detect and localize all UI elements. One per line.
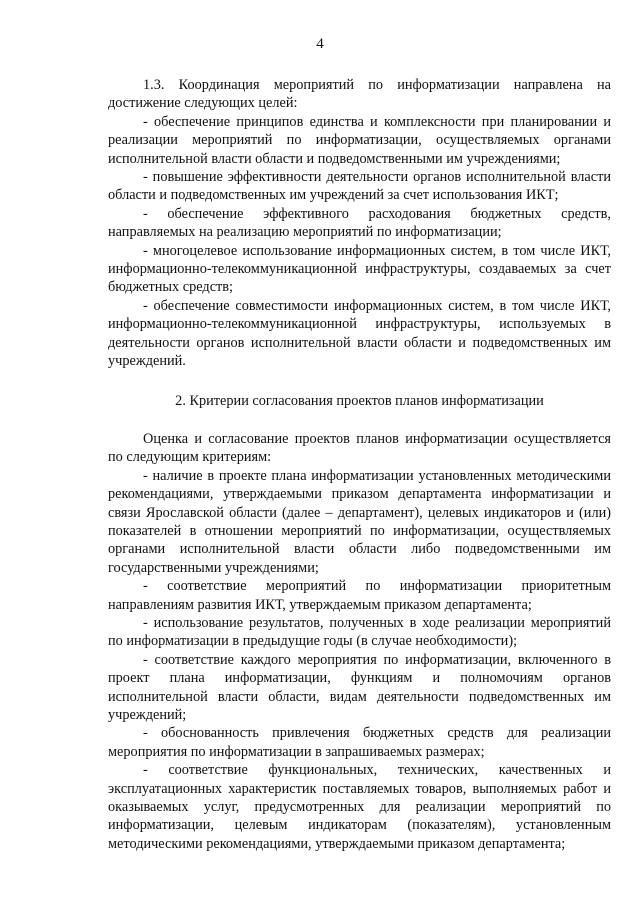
section2-item: - соответствие каждого мероприятия по информатизации, включенного в проект плана информатизации, функциям и полномочиям органов исполнительной власти области, видам деятельности подведомственных им учреждений; [108, 651, 611, 723]
section1-item: - обеспечение совместимости информационных систем, в том числе ИКТ, информационно-телекоммуникационной инфраструктуры, используемых в деятельности органов исполнительной власти области и подведомственных им учреждений. [108, 297, 611, 370]
section1-item: - многоцелевое использование информационных систем, в том числе ИКТ, информационно-телекоммуникационной инфраструктуры, создаваемых за счет бюджетных средств; [108, 242, 611, 296]
section2-heading: 2. Критерии согласования проектов планов информатизации [175, 392, 544, 409]
section1-item: - обеспечение эффективного расходования бюджетных средств, направляемых на реализацию мероприятий по информатизации; [108, 205, 611, 241]
section1-item: - повышение эффективности деятельности органов исполнительной власти области и подведомственных им учреждений за счет использования ИКТ; [108, 169, 611, 204]
page-number: 4 [316, 36, 324, 52]
section2-item: - обоснованность привлечения бюджетных средств для реализации мероприятия по информатизации в запрашиваемых размерах; [108, 725, 611, 760]
document-body [108, 76, 611, 853]
section2-item: - наличие в проекте плана информатизации установленных методическими рекомендациями, утверждаемыми приказом департамента информатизации и связи Ярославской области (далее – департамент), целевых индикаторов и (или) показателей в отношении мероприятий по информатизации, осуществляемых органами исполнительной власти области либо подведомственными им государственными учреждениями; [108, 467, 611, 576]
section2-item: - соответствие функциональных, технических, качественных и эксплуатационных характеристик поставляемых товаров, выполняемых работ и оказываемых услуг, предусмотренных для реализации мероприятий по информатизации, целевым индикаторам (показателям), установленным методическими рекомендациями, утверждаемыми приказом департамента; [108, 762, 611, 852]
section2-intro: Оценка и согласование проектов планов информатизации осуществляется по следующим критериям: [108, 430, 611, 466]
section2-item: - использование результатов, полученных в ходе реализации мероприятий по информатизации в предыдущие годы (в случае необходимости); [108, 614, 611, 650]
section1-item: - обеспечение принципов единства и комплексности при планировании и реализации мероприятий по информатизации, осуществляемых органами исполнительной власти области и подведомственными им учреждениями; [108, 113, 611, 167]
section1-intro: 1.3. Координация мероприятий по информатизации направлена на достижение следующих целей: [108, 77, 611, 112]
section2-item: - соответствие мероприятий по информатизации приоритетным направлениям развития ИКТ, утверждаемым приказом департамента; [108, 578, 611, 613]
